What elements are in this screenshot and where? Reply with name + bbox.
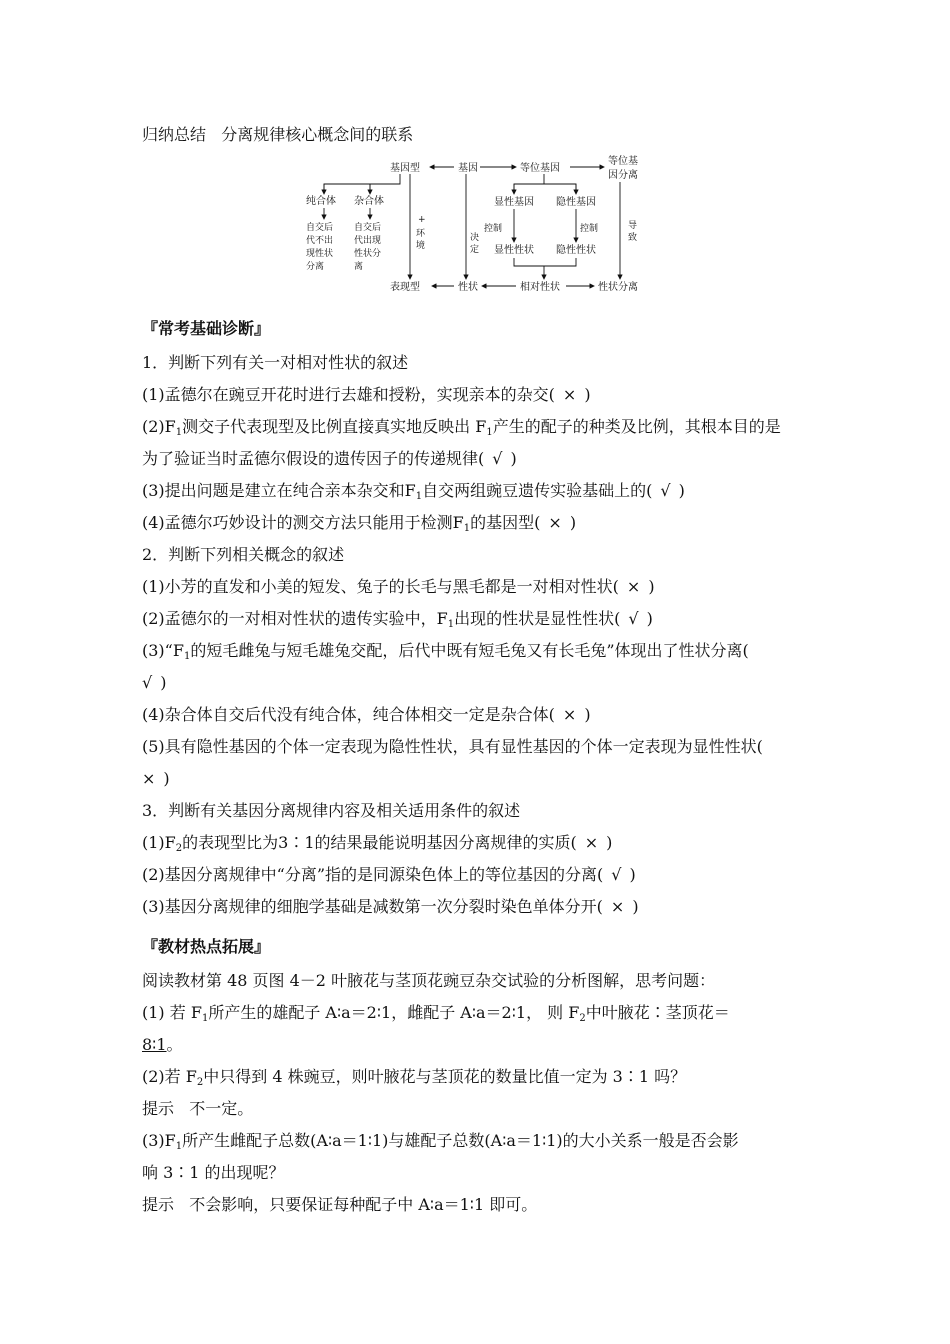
node-dominant-gene: 显性基因 [494,197,534,208]
item-text: (3)提出问题是建立在纯合亲本杂交和F [142,481,416,500]
q2-item-5: (5)具有隐性基因的个体一定表现为隐性性状，具有显性基因的个体一定表现为显性性状( [142,737,763,756]
answer-mark: × [584,833,599,852]
node-genotype: 基因型 [390,163,420,174]
hetero-note-2: 代出现 [354,236,382,246]
close-paren: ) [510,449,517,468]
branch-hetero [370,184,400,194]
answer-mark: √ [628,609,639,628]
subscript: 1 [463,523,471,534]
item-text: 中只得到 4 株豌豆，则叶腋花与茎顶花的数量比值一定为 3∶1 吗？ [203,1067,687,1086]
item-text: (3)“F [142,641,184,660]
close-paren: ) [646,609,653,628]
node-trait: 性状 [458,282,478,293]
node-heterozygote: 杂合体 [354,196,384,207]
node-allele-separation-1: 等位基 [608,156,638,167]
hint-text: 不会影响，只要保证每种配子中 A∶a＝1∶1 即可。 [189,1195,538,1214]
bracket-right: 』 [254,937,271,956]
item-text: 产生的配子的种类及比例，其根本目的是 [492,417,781,436]
answer-mark: × [562,385,577,404]
item-text: 的基因型( [470,513,541,532]
homo-note-4: 分离 [306,262,325,272]
bracket-left: 『 [142,937,159,956]
q1-item-2 [142,416,822,438]
answer-mark: × [626,577,641,596]
item-text: 为了验证当时孟德尔假设的遗传因子的传递规律( [142,449,485,468]
q2-item-4 [142,704,822,726]
answer-underlined: 8∶1 [142,1035,167,1054]
ext-q3-cont: 响 3∶1 的出现呢？ [142,1163,285,1182]
close-paren: ) [629,865,636,884]
ext-q3 [142,1130,822,1152]
q2-item-2 [142,608,822,630]
close-paren: ) [569,513,577,532]
node-recessive-gene: 隐性基因 [556,197,596,208]
hetero-note-4: 离 [354,262,364,272]
label-control-left: 控制 [484,224,503,234]
subscript: 1 [447,619,455,630]
close-paren: ) [584,385,591,404]
hetero-note-1: 自交后 [354,223,382,233]
q3-item-3 [142,896,822,918]
node-dominant-trait: 显性性状 [494,245,534,256]
label-lead-2: 致 [628,233,638,243]
close-paren: ) [163,769,170,788]
q2-heading: 2．判断下列相关概念的叙述 [142,545,345,564]
close-paren: ) [678,481,685,500]
item-text: (4)杂合体自交后代没有纯合体，纯合体相交一定是杂合体( [142,705,555,724]
subscript: 1 [201,1013,209,1024]
ext-q1 [142,1002,822,1024]
subscript: 1 [175,427,183,438]
q1-item-1 [142,384,822,406]
close-paren: ) [584,705,591,724]
hetero-note-3: 性状分 [354,249,382,259]
label-decide-1: 决 [470,233,480,243]
answer-mark: √ [492,449,503,468]
label-control-right: 控制 [580,224,599,234]
hint-label: 提示 [142,1195,175,1214]
item-text: (1)F [142,833,176,852]
node-phenotype: 表现型 [390,282,420,293]
item-text: 测交子代表现型及比例直接真实地反映出 F [182,417,487,436]
q3-item-1 [142,832,822,854]
node-trait-separation: 性状分离 [598,282,638,293]
q1-item-3 [142,480,822,502]
item-text: (2)基因分离规律中“分离”指的是同源染色体上的等位基因的分离( [142,865,604,884]
subscript: 2 [196,1077,204,1088]
item-text: (1)小芳的直发和小美的短发、兔子的长毛与黑毛都是一对相对性状( [142,577,619,596]
ext-hint-3 [142,1194,822,1216]
section-heading-basics [142,318,822,340]
ext-q2 [142,1066,822,1088]
section-heading-extension [142,936,822,958]
node-recessive-trait: 隐性性状 [556,245,596,256]
item-text: (3)F [142,1131,176,1150]
item-text: 的表现型比为3∶1的结果最能说明基因分离规律的实质( [182,833,577,852]
subscript: 1 [415,491,423,502]
summary-title: 分离规律核心概念间的联系 [221,125,414,144]
item-text: 。 [166,1035,183,1054]
answer-mark: × [562,705,577,724]
hint-label: 提示 [142,1099,175,1118]
summary-heading [142,124,822,146]
item-text: (2)孟德尔的一对相对性状的遗传实验中，F [142,609,448,628]
branch-dominant-gene [514,174,544,194]
q2-item-3 [142,640,822,662]
node-allele-separation-2: 因分离 [608,170,638,181]
item-text: (1) 若 F [142,1003,202,1022]
item-text: 的短毛雌兔与短毛雄兔交配，后代中既有短毛兔又有长毛兔”体现出了性状分离( [190,641,749,660]
q1-item-4 [142,512,822,534]
answer-mark: √ [142,673,153,692]
node-homozygote: 纯合体 [306,196,336,207]
bracket-right: 』 [254,319,271,338]
item-text: 自交两组豌豆遗传实验基础上的( [422,481,653,500]
answer-mark: × [142,769,156,788]
homo-note-3: 现性状 [306,249,334,259]
label-env-3: 境 [416,241,426,251]
node-gene: 基因 [458,163,478,174]
item-text: (1)孟德尔在豌豆开花时进行去雄和授粉，实现亲本的杂交( [142,385,555,404]
label-lead-1: 导 [628,221,638,231]
ext-hint-2 [142,1098,822,1120]
homo-note-1: 自交后 [306,223,334,233]
item-text: (2)F [142,417,176,436]
node-relative-trait: 相对性状 [520,282,560,293]
bracket-left: 『 [142,319,159,338]
answer-mark: × [548,513,562,532]
summary-prefix: 归纳总结 [142,125,207,144]
answer-mark: √ [611,865,622,884]
close-paren: ) [632,897,639,916]
answer-mark: × [610,897,625,916]
q3-heading: 3．判断有关基因分离规律内容及相关适用条件的叙述 [142,801,521,820]
concept-diagram [298,152,658,298]
item-text: 所产生雌配子总数(A∶a＝1∶1)与雄配子总数(A∶a＝1∶1)的大小关系一般是否会影 [182,1131,739,1150]
item-text: 中叶腋花∶茎顶花＝ [585,1003,730,1022]
section-title: 常考基础诊断 [158,319,255,338]
homo-note-2: 代不出 [306,236,334,246]
section-title: 教材热点拓展 [158,937,255,956]
merge-traits [514,258,576,266]
label-decide-2: 定 [470,245,480,255]
branch-recessive-gene [544,184,576,194]
close-paren: ) [648,577,655,596]
subscript: 2 [175,843,183,854]
q2-item-5-cont [142,768,822,790]
item-text: (2)若 F [142,1067,197,1086]
subscript: 1 [183,651,191,662]
ext-intro: 阅读教材第 48 页图 4－2 叶腋花与茎顶花豌豆杂交试验的分析图解，思考问题： [142,971,716,990]
hint-text: 不一定。 [189,1099,254,1118]
item-text: 出现的性状是显性性状( [454,609,621,628]
label-env-2: 环 [416,229,426,239]
q2-item-1 [142,576,822,598]
item-text: 所产生的雄配子 A∶a＝2∶1，雌配子 A∶a＝2∶1， 则 F [208,1003,580,1022]
q2-item-3-cont [142,672,822,694]
q3-item-2 [142,864,822,886]
item-text: (3)基因分离规律的细胞学基础是减数第一次分裂时染色单体分开( [142,897,603,916]
ext-q1-answer [142,1034,822,1056]
item-text: (4)孟德尔巧妙设计的测交方法只能用于检测F [142,513,464,532]
node-allele: 等位基因 [520,163,560,174]
q1-heading: 1．判断下列有关一对相对性状的叙述 [142,353,409,372]
q1-item-2-cont [142,448,822,470]
subscript: 2 [579,1013,586,1024]
close-paren: ) [160,673,167,692]
subscript: 1 [175,1141,183,1152]
label-env-1: + [418,215,426,225]
answer-mark: √ [660,481,671,500]
close-paren: ) [606,833,613,852]
subscript: 1 [486,427,493,438]
